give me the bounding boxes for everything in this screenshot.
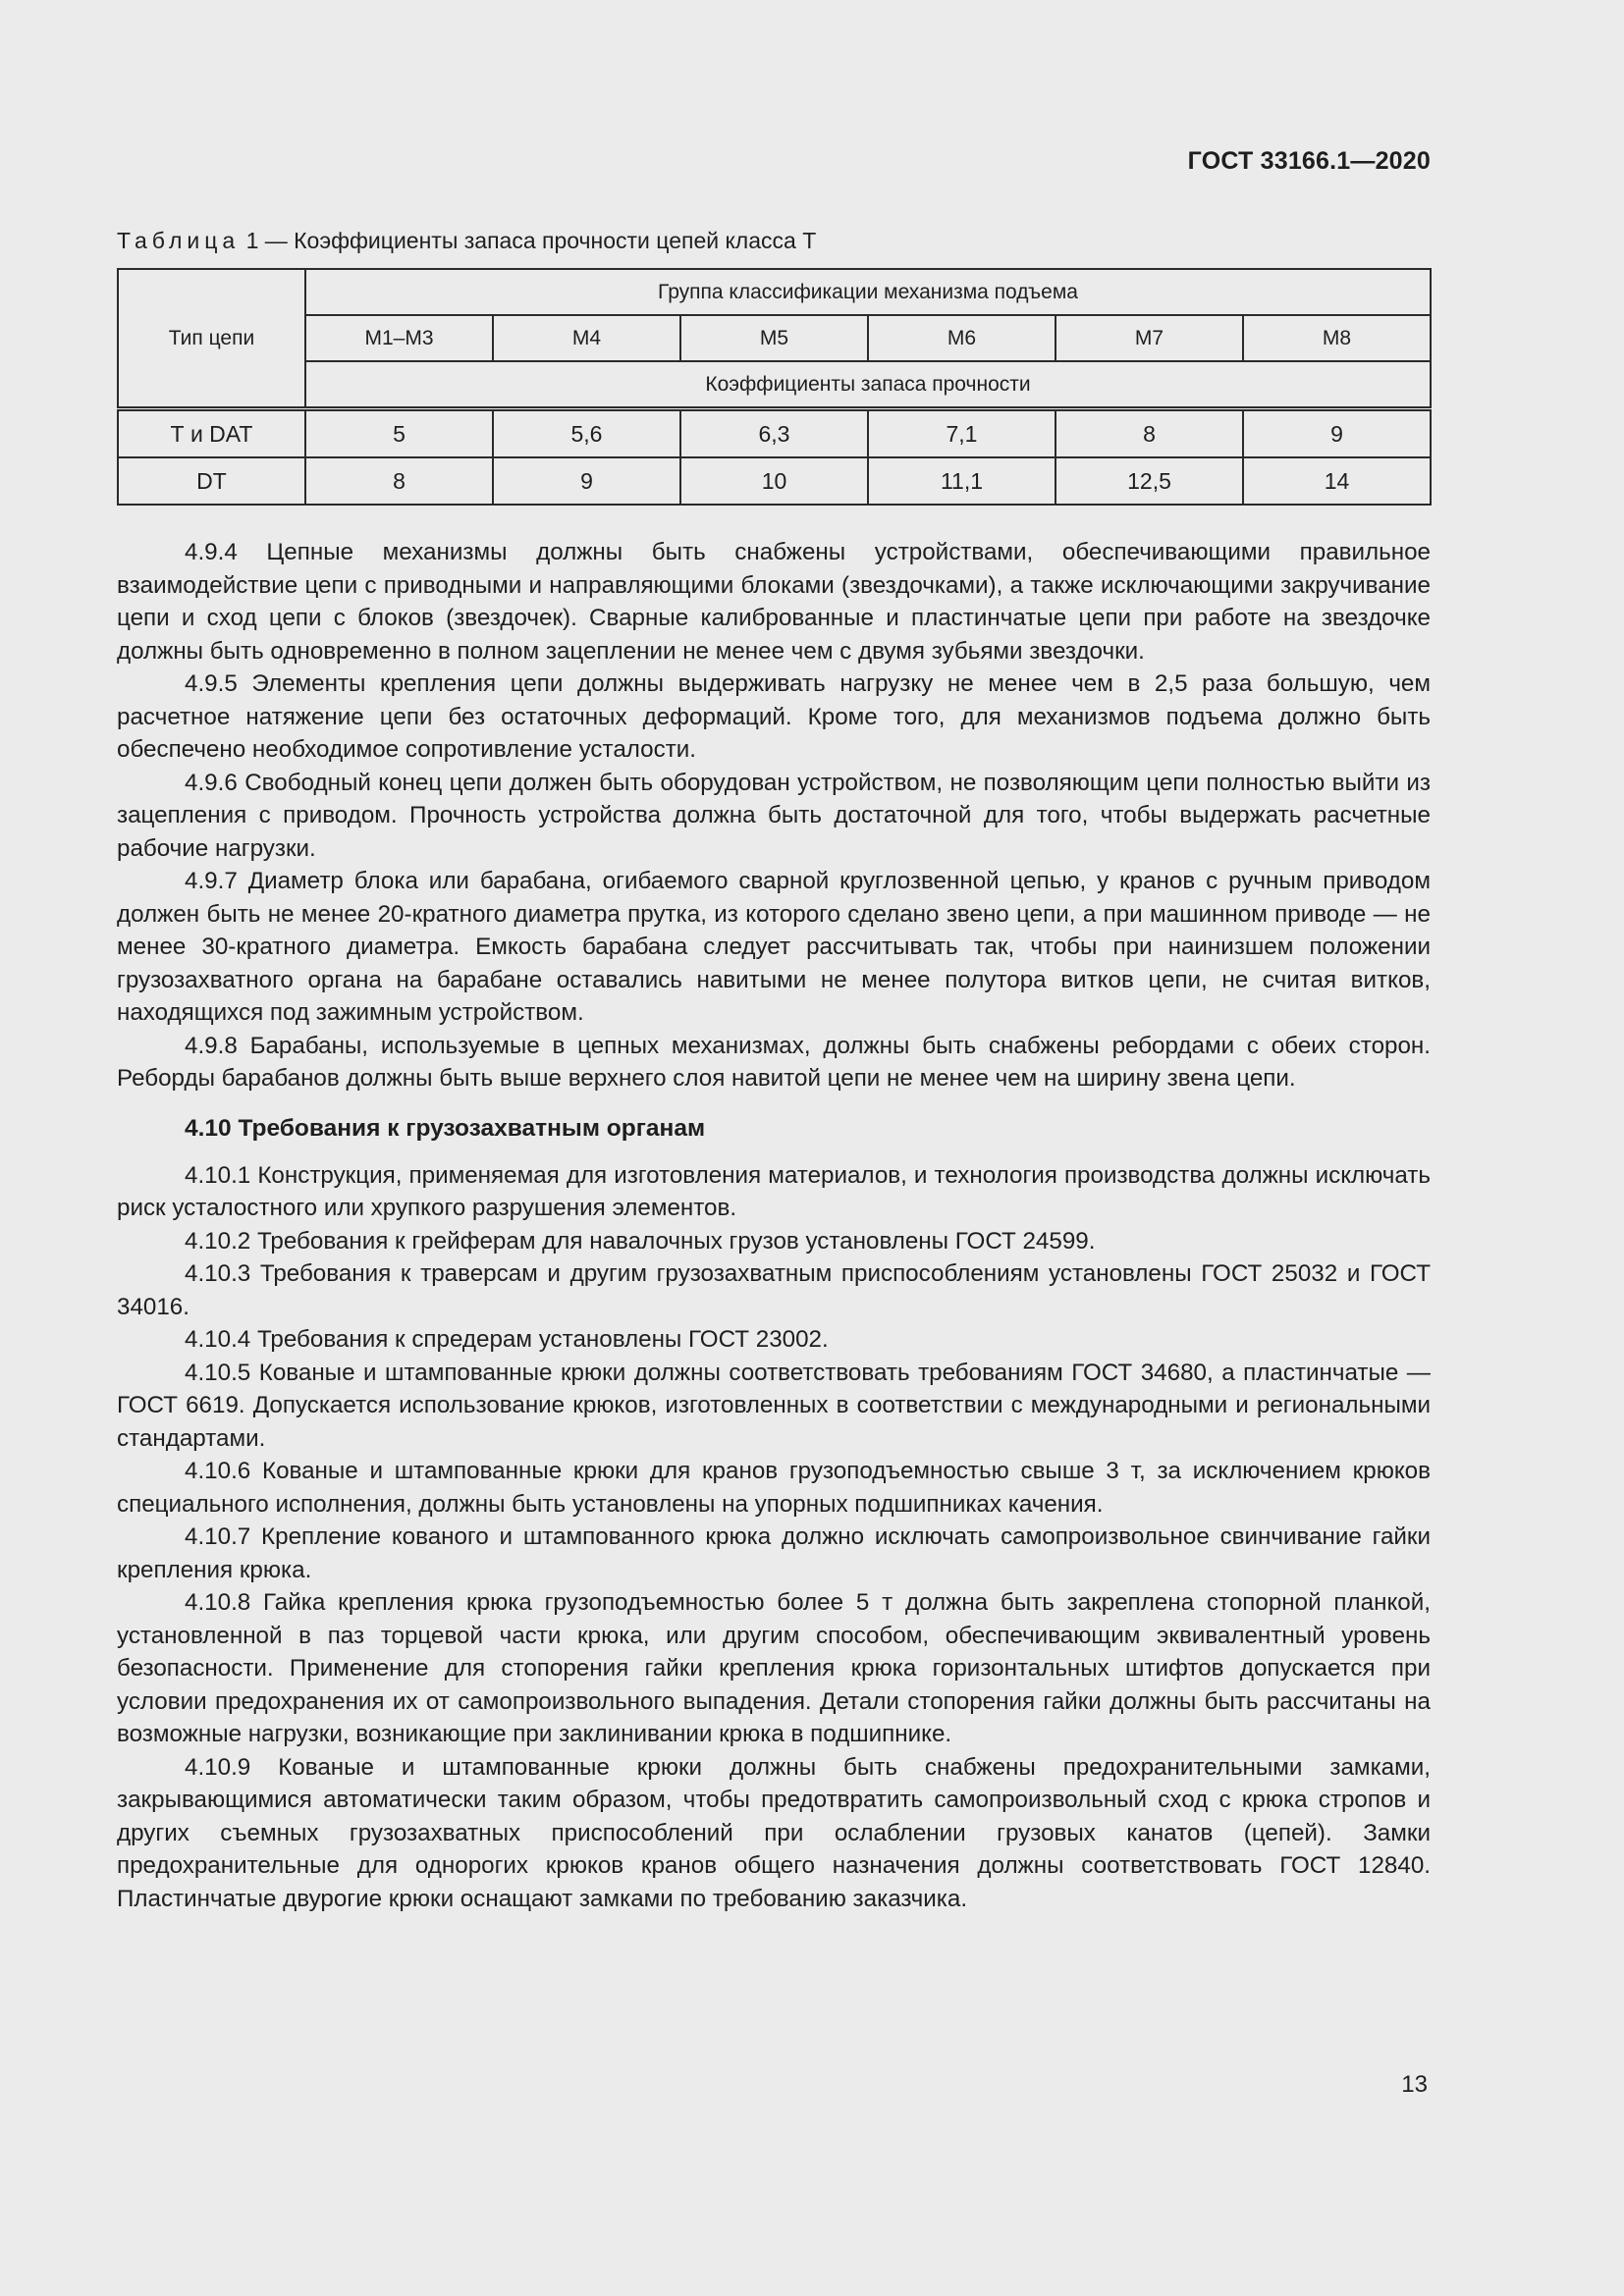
table-caption-title: 1 — Коэффициенты запаса прочности цепей класса Т xyxy=(240,228,817,253)
paragraph-4-10-3: 4.10.3 Требования к траверсам и другим грузозахватным приспособлениям установлены ГОСТ 25032 и ГОСТ 34016. xyxy=(117,1260,1431,1320)
page-number: 13 xyxy=(1401,2071,1428,2098)
safety-factor-table xyxy=(117,268,1432,506)
table-cell: 5 xyxy=(305,409,493,458)
paragraph-4-9-7: 4.9.7 Диаметр блока или барабана, огибаемого сварной круглозвенной цепью, у кранов с ручным приводом должен быть не менее 20-кратного диаметра прутка, из которого сделано звено цепи, а при машинном приводе — не менее 30-кратного диаметра. Емкость барабана следует рассчитывать так, чтобы при наинизшем положении грузозахватного органа на барабане оставались навитыми не менее полутора витков цепи, не считая витков, находящихся под зажимным устройством. xyxy=(117,868,1431,1026)
table-caption-label: Таблица xyxy=(117,228,241,253)
table-cell: 11,1 xyxy=(868,457,1056,505)
table-cell: 9 xyxy=(1243,409,1431,458)
col-header-m1-m3: М1–М3 xyxy=(305,315,493,361)
col-header-group: Группа классификации механизма подъема xyxy=(305,269,1431,315)
paragraph-4-10-6: 4.10.6 Кованые и штампованные крюки для кранов грузоподъемностью свыше 3 т, за исключением крюков специального исполнения, должны быть установлены на упорных подшипниках качения. xyxy=(117,1458,1431,1518)
col-header-m4: М4 xyxy=(493,315,680,361)
paragraph-4-10-1: 4.10.1 Конструкция, применяемая для изготовления материалов, и технология производства должны исключать риск усталостного или хрупкого разрушения элементов. xyxy=(117,1161,1431,1221)
paragraph-4-9-8: 4.9.8 Барабаны, используемые в цепных механизмах, должны быть снабжены ребордами с обеих сторон. Реборды барабанов должны быть выше верхнего слоя навитой цепи не менее чем на ширину звена цепи. xyxy=(117,1032,1431,1092)
table-cell: 14 xyxy=(1243,457,1431,505)
table-caption xyxy=(117,228,816,254)
table-cell: 12,5 xyxy=(1056,457,1243,505)
col-header-m8: М8 xyxy=(1243,315,1431,361)
paragraph-4-9-5: 4.9.5 Элементы крепления цепи должны выдерживать нагрузку не менее чем в 2,5 раза большую, чем расчетное натяжение цепи без остаточных деформаций. Кроме того, для механизмов подъема должно быть обеспечено необходимое сопротивление усталости. xyxy=(117,670,1431,763)
table-cell: 5,6 xyxy=(493,409,680,458)
col-header-m6: М6 xyxy=(868,315,1056,361)
col-header-m7: М7 xyxy=(1056,315,1243,361)
paragraph-4-9-4: 4.9.4 Цепные механизмы должны быть снабжены устройствами, обеспечивающими правильное взаимодействие цепи с приводными и направляющими блоками (звездочками), а также исключающими закручивание цепи и сход цепи с блоков (звездочек). Сварные калиброванные и пластинчатые цепи при работе на звездочке должны быть одновременно в полном зацеплении не менее чем с двумя зубьями звездочки. xyxy=(117,539,1431,665)
section-heading-4-10: 4.10 Требования к грузозахватным органам xyxy=(185,1114,706,1142)
table-cell: 8 xyxy=(305,457,493,505)
subheader-coefficients: Коэффициенты запаса прочности xyxy=(305,361,1431,409)
paragraph-4-10-8: 4.10.8 Гайка крепления крюка грузоподъемностью более 5 т должна быть закреплена стопорной планкой, установленной в паз торцевой части крюка, или другим способом, обеспечивающим эквивалентный уровень безопасности. Применение для стопорения гайки крепления крюка горизонтальных штифтов допускается при условии предохранения их от самопроизвольного выпадения. Детали стопорения гайки должны быть рассчитаны на возможные нагрузки, возникающие при заклинивании крюка в подшипнике. xyxy=(117,1589,1431,1747)
table-row xyxy=(118,409,1431,458)
paragraph-4-10-7: 4.10.7 Крепление кованого и штампованного крюка должно исключать самопроизвольное свинчивание гайки крепления крюка. xyxy=(117,1523,1431,1583)
table-cell: 9 xyxy=(493,457,680,505)
paragraph-4-9-6: 4.9.6 Свободный конец цепи должен быть оборудован устройством, не позволяющим цепи полностью выйти из зацепления с приводом. Прочность устройства должна быть достаточной для того, чтобы выдержать расчетные рабочие нагрузки. xyxy=(117,769,1431,862)
row-label: Т и DAT xyxy=(118,409,305,458)
table-cell: 6,3 xyxy=(680,409,868,458)
row-label: DT xyxy=(118,457,305,505)
table-row xyxy=(118,457,1431,505)
paragraph-4-10-4: 4.10.4 Требования к спредерам установлены ГОСТ 23002. xyxy=(185,1326,829,1353)
document-code: ГОСТ 33166.1—2020 xyxy=(1187,147,1431,175)
paragraph-4-10-5: 4.10.5 Кованые и штампованные крюки должны соответствовать требованиям ГОСТ 34680, а пластинчатые — ГОСТ 6619. Допускается использование крюков, изготовленных в соответствии с международными и региональными стандартами. xyxy=(117,1359,1431,1452)
paragraph-4-10-9: 4.10.9 Кованые и штампованные крюки должны быть снабжены предохранительными замками, закрывающимися автоматически таким образом, чтобы предотвратить самопроизвольный сход с крюка стропов и других съемных грузозахватных приспособлений при ослаблении грузовых канатов (цепей). Замки предохранительные для однорогих крюков кранов общего назначения должны соответствовать ГОСТ 12840. Пластинчатые двурогие крюки оснащают замками по требованию заказчика. xyxy=(117,1753,1431,1912)
document-body xyxy=(117,536,1431,1915)
paragraph-4-10-2: 4.10.2 Требования к грейферам для навалочных грузов установлены ГОСТ 24599. xyxy=(185,1227,1096,1255)
table-cell: 7,1 xyxy=(868,409,1056,458)
col-header-chain-type: Тип цепи xyxy=(118,269,305,409)
table-cell: 8 xyxy=(1056,409,1243,458)
col-header-m5: М5 xyxy=(680,315,868,361)
table-cell: 10 xyxy=(680,457,868,505)
